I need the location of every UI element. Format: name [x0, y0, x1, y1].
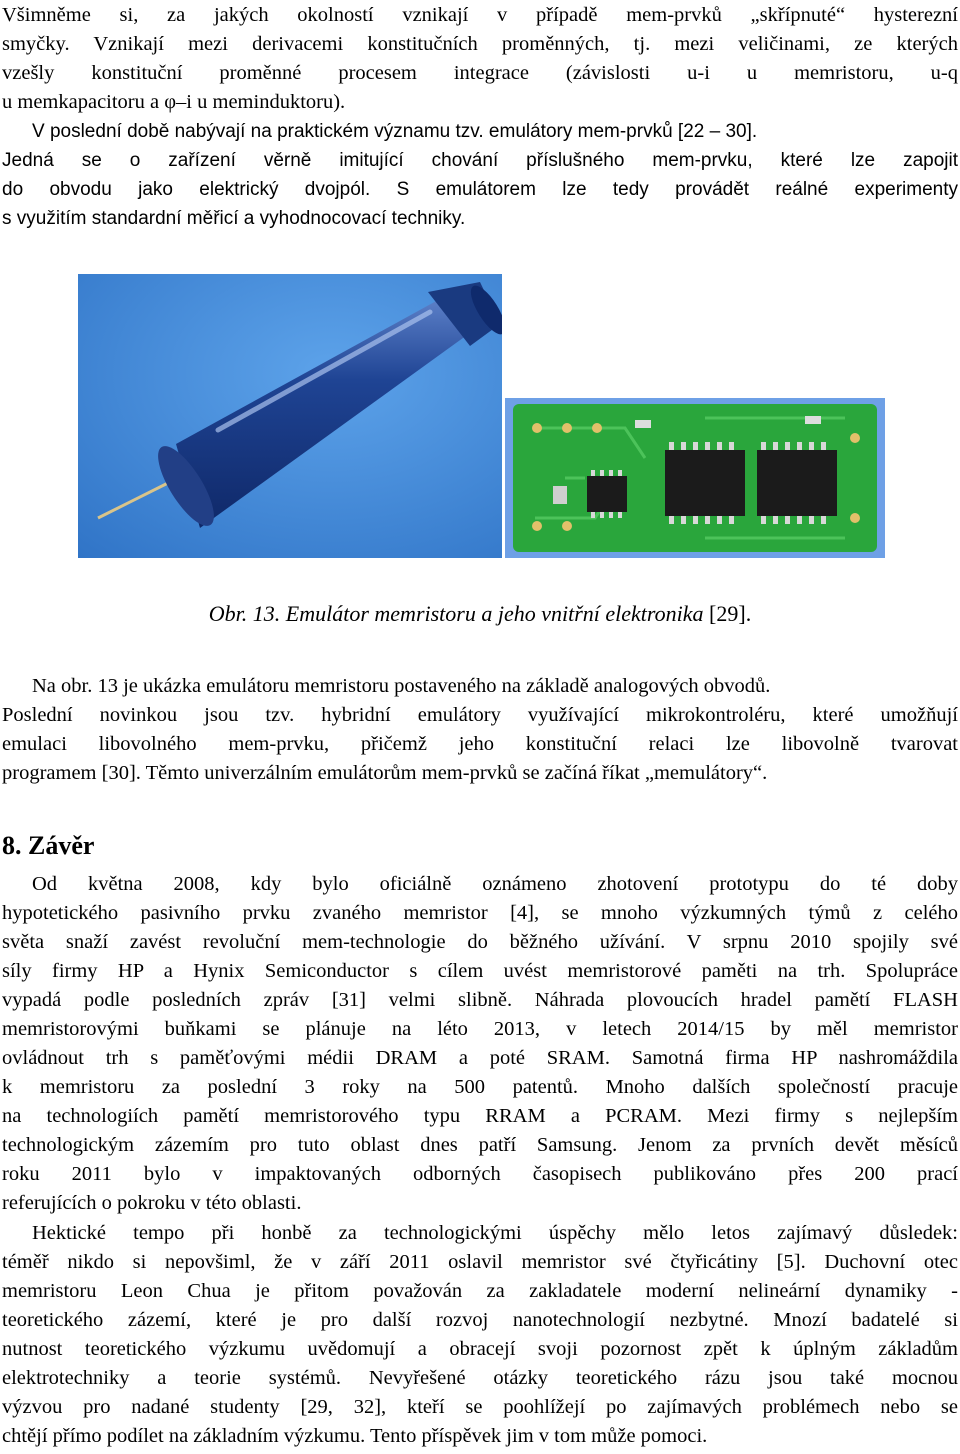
text-line: síly firmy HP a Hynix Semiconductor s cílem uvést memristorové paměti na trh. Spolupráce — [2, 960, 958, 982]
emulator-device-photo — [78, 274, 502, 558]
figure-caption — [0, 599, 960, 629]
text-line: teoretického zázemí, které je pro další rozvoj nanotechnologií nezbytné. Mnozí badatelé si — [2, 1309, 958, 1331]
text-line: Hektické tempo při honbě za technologickými úspěchy mělo letos zajímavý důsledek: — [32, 1222, 958, 1244]
text-line: Poslední novinkou jsou tzv. hybridní emulátory využívající mikrokontroléru, které umožňují — [2, 704, 958, 726]
section-heading: 8. Závěr — [2, 831, 95, 860]
text-line: světa snaží zavést revoluční mem-technologie do běžného užívání. V srpnu 2010 spojily své — [2, 931, 958, 953]
text-line: elektrotechniky a teorie systémů. Nevyřešené otázky teoretického rázu jsou také mocnou — [2, 1367, 958, 1389]
text-line: technologickým zázemím pro tuto oblast dnes patří Samsung. Jenom za prvních devět měsíců — [2, 1134, 958, 1156]
text-line: k memristoru za poslední 3 roky na 500 patentů. Mnoho dalších společností pracuje — [2, 1076, 958, 1098]
text-line: s využitím standardní měřicí a vyhodnocovací techniky. — [2, 208, 466, 229]
text-line: výzvou pro nadané studenty [29, 32], kteří se poohlížejí po zajímavých problémech nebo se — [2, 1396, 958, 1418]
text-line: hypotetického pasivního prvku zvaného memristor [4], se mnoho výzkumných týmů z celého — [2, 902, 958, 924]
caption-label: Obr. 13. Emulátor memristoru a jeho vnitřní elektronika — [208, 601, 704, 626]
text-line: programem [30]. Těmto univerzálním emulátorům mem-prvků se začíná říkat „memulátory“. — [2, 762, 768, 784]
text-line: Na obr. 13 je ukázka emulátoru memristoru postaveného na základě analogových obvodů. — [32, 675, 771, 697]
text-line: smyčky. Vznikají mezi derivacemi konstitučních proměnných, tj. mezi veličinami, ze kterých — [2, 33, 958, 55]
text-line: téměř nikdo si nepovšiml, že v září 2011 oslavil memristor své čtyřicátiny [5]. Duchovní otec — [2, 1251, 958, 1273]
text-line: emulaci libovolného mem-prvku, přičemž jeho konstituční relaci lze libovolně tvarovat — [2, 733, 958, 755]
text-line: Od května 2008, kdy bylo oficiálně oznámeno zhotovení prototypu do té doby — [32, 873, 958, 895]
text-line: vypadá podle posledních zpráv [31] velmi slibně. Náhrada plovoucích hradel pamětí FLASH — [2, 989, 958, 1011]
text-line: memristorovými buňkami se plánuje na léto 2013, v letech 2014/15 by měl memristor — [2, 1018, 958, 1040]
text-line: do obvodu jako elektrický dvojpól. S emulátorem lze tedy provádět reálné experimenty — [2, 179, 958, 200]
emulator-pcb-photo — [505, 398, 885, 558]
text-line: chtějí přímo podílet na základním výzkumu. Tento příspěvek jim v tom může pomoci. — [2, 1425, 708, 1447]
text-line: nutnost teoretického výzkumu uvědomují a obracejí svoji pozornost zpět k úplným základům — [2, 1338, 958, 1360]
text-line: referujících o pokroku v této oblasti. — [2, 1192, 302, 1214]
caption-reference: [29]. — [703, 601, 752, 626]
text-line: Všimněme si, za jakých okolností vznikají v případě mem-prvků „skřípnuté“ hysterezní — [2, 4, 958, 26]
text-line: vzešly konstituční proměnné procesem integrace (závislosti u-i u memristoru, u-q — [2, 62, 958, 84]
text-line: na technologiích pamětí memristorového typu RRAM a PCRAM. Mezi firmy s nejlepším — [2, 1105, 958, 1127]
text-line: V poslední době nabývají na praktickém významu tzv. emulátory mem-prvků [22 – 30]. — [32, 121, 758, 142]
text-line: memristoru Leon Chua je přitom považován za zakladatele moderní nelineární dynamiky - — [2, 1280, 958, 1302]
text-line: ovládnout trh s paměťovými médii DRAM a poté SRAM. Samotná firma HP nashromáždila — [2, 1047, 958, 1069]
text-line: roku 2011 bylo v impaktovaných odborných časopisech publikováno přes 200 prací — [2, 1163, 958, 1185]
text-line: u memkapacitoru a φ–i u meminduktoru). — [2, 91, 346, 113]
text-line: Jedná se o zařízení věrně imitující chování příslušného mem-prvku, které lze zapojit — [2, 150, 958, 171]
